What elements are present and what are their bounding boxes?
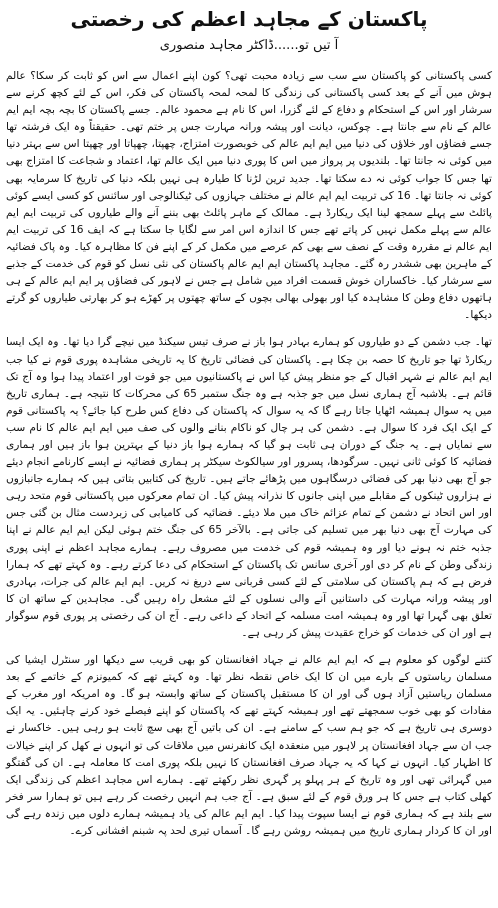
article-byline: آ تیں تو......ڈاکٹر مجاہد منصوری <box>159 38 339 53</box>
article-paragraph: کتنے لوگوں کو معلوم ہے کہ ایم ایم عالم نے جہاد افغانستان کو بھی قریب سے دیکھا اور سنٹرل ایشیا کی مسلمان ریاستوں کے بارے میں ان کا ایک خاص نقطہ نظر تھا۔ وہ کہتے تھے کہ کمیونزم کے خاتمے کے بعد مسلمان ریاستیں آزاد ہوں گی اور ان کا مستقبل پاکستان کے ساتھ وابستہ ہو گا۔ وہ امریکہ اور مغرب کے مفادات کو بھی خوب سمجھتے تھے اور ہمیشہ کہتے تھے کہ پاکستان کو اپنے فیصلے خود کرنے چاہئیں۔ یہ ایک دوسری ہی تاریخ ہے کہ جو ہم سب کے سامنے ہے۔ ان کی باتیں آج بھی سچ ثابت ہو رہی ہیں۔ خاکسار نے جب ان سے جہاد افغانستان پر لاہور میں منعقدہ ایک کانفرنس میں ملاقات کی تو انہوں نے کھل کر اپنے خیالات کا اظہار کیا۔ انہوں نے کہا کہ یہ جہاد صرف افغانستان کا نہیں بلکہ پوری امت کا معاملہ ہے۔ ان کی گفتگو میں گہرائی تھی اور وہ تاریخ کے ہر پہلو پر گہری نظر رکھتے تھے۔ ہمارے اس مجاہد اعظم کی زندگی ایک کھلی کتاب ہے جس کا ہر ورق قوم کے لئے سبق ہے۔ آج جب ہم انہیں رخصت کر رہے ہیں تو ہمارا سر فخر سے بلند ہے کہ ہماری قوم نے ایسا سپوت پیدا کیا۔ ایم ایم عالم کی یاد ہمیشہ ہمارے دلوں میں زندہ رہے گی اور ان کا کردار ہماری تاریخ میں ہمیشہ روشن رہے گا۔ آسماں تیری لحد پہ شبنم افشانی کرے۔ <box>6 654 492 838</box>
article-paragraph: کسی پاکستانی کو پاکستان سے سب سے زیادہ محبت تھی؟ کون اپنے اعمال سے اس کو ثابت کر سکا؟ عالم ہوش میں آنے کے بعد کسی پاکستانی کی زندگی کا لمحہ لمحہ پاکستان کی فکر، اس کے لئے کچھ کرنے سے سرشار اور اس کے استحکام و دفاع کے لئے گزرا، اس کا نام ہے محمود عالم۔ جسے پاکستان کا بچہ بچہ ایم ایم عالم کے نام سے جانتا ہے۔ چوکس، دیانت اور پیشہ ورانہ مہارت جس پر ختم تھی۔ حقیقتاً وہ ایک فرشتہ تھا جسے فضاؤں اور خلاؤں کی دنیا میں ایم ایم عالم کی خوبصورت امتزاج، چھپتا، چھپاتا اور چھپتا اس سے بہتر دنیا میں کوئی نہ جانتا تھا۔ بلندیوں پر پرواز میں اس کا پوری دنیا میں ایک عالم تھا، اعتماد و شجاعت کا امتزاج بھی تھا جس کا جواب کوئی نہ دے سکتا تھا۔ جدید ترین لڑنا کا طیارہ ہی نہیں بلکہ دنیا کی تاریخ کا سرمایہ بھی کوئی نہ جانتا تھا۔ 16 کی تربیت ایم ایم عالم نے مختلف جہازوں کی ٹیکنالوجی اور سائنس کو کسی ایسے کوئی پائلٹ سے پہلے سمجھ لینا ایک ریکارڈ ہے۔ ممالک کے ماہر پائلٹ بھی بننے آنے والے طیاروں کی تربیت ایم ایم عالم سے پہلے مکمل نہیں کر پاتے تھے جس کا اندازہ اس امر سے لگایا جا سکتا ہے کہ ایف 16 کی تربیت ایم ایم عالم نے مقررہ وقت کے نصف سے بھی کم عرصے میں مکمل کر کے اپنے فن کا مظاہرہ کیا۔ وہ پاک فضائیہ کے ماہرین بھی ششدر رہ گئے۔ مجاہد پاکستان ایم ایم عالم پاکستان کی نئی نسل کو قوم کی خدمت کے جذبے سے سرشار کیا۔ خاکساران خوش قسمت افراد میں شامل ہے جس نے لاہور کی فضاؤں پر ایم ایم عالم کے ہی ہاتھوں دفاع وطن کا مشاہدہ کیا اور بھولی بھالی بچوں کے ساتھ چھتوں پر کھڑے ہو کر بھارتی طیاروں کو گرتے دیکھا۔ <box>6 70 492 322</box>
article-body <box>6 68 492 840</box>
article-headline: پاکستان کے مجاہد اعظم کی رخصتی <box>70 7 428 31</box>
article-paragraph: تھا۔ جب دشمن کے دو طیاروں کو ہمارے بہادر ہوا باز نے صرف تیس سیکنڈ میں نیچے گرا دیا تھا۔ وہ ایک ایسا ریکارڈ تھا جو تاریخ کا حصہ بن چکا ہے۔ پاکستان کی فضائی تاریخ کا یہ تاریخی مشاہدہ پوری قوم نے کیا جب ایم ایم عالم نے شہر اقبال کے جو منظر پیش کیا اس نے پاکستانیوں میں جو قوت اور اعتماد پیدا ہوا وہ آج تک قائم ہے۔ بلاشبہ آج ہماری نسل میں جو جذبہ ہے وہ جنگ ستمبر 65 کی محرکات کا نتیجہ ہے۔ ہماری تاریخ میں یہ سوال ہمیشہ اٹھایا جاتا رہے گا کہ یہ سوال کہ پاکستان کی دفاع کس طرح کیا جائے؟ یہ پاکستانی قوم کے ایک ایک فرد کا سوال ہے۔ دشمن کی ہر چال کو ناکام بنانے والوں کی صف میں ایم ایم عالم کا نام سب سے نمایاں ہے۔ یہ جنگ کے دوران ہی ثابت ہو گیا کہ ہمارے ہوا باز دنیا کے بہترین ہوا باز ہیں اور ہماری فضائیہ کا کوئی ثانی نہیں۔ سرگودھا، پسرور اور سیالکوٹ سیکٹر پر ہماری فضائیہ نے ایسے کارنامے انجام دیئے جو آج بھی دنیا بھر کی فضائی درسگاہوں میں پڑھائے جاتے ہیں۔ تاریخ کی کتابیں بتاتی ہیں کہ ہمارے جانبازوں نے ہزاروں ٹینکوں کے مقابلے میں اپنی جانوں کا نذرانہ پیش کیا۔ ان تمام معرکوں میں پاکستانی قوم متحد رہی اور اس اتحاد نے دشمن کے تمام عزائم خاک میں ملا دیئے۔ فضائیہ کی کامیابی کی زبردست مثال بن گئی جس کی مہارت آج بھی دنیا بھر میں تسلیم کی جاتی ہے۔ بالآخر 65 کی جنگ ختم ہوئی لیکن ایم ایم عالم نے اپنا جذبہ ختم نہ ہونے دیا اور وہ ہمیشہ قوم کی خدمت میں مصروف رہے۔ ہمارے مجاہد اعظم نے اپنی پوری زندگی وطن کے نام کر دی اور آخری سانس تک پاکستان کے استحکام کی دعا کرتے رہے۔ وہ کہتے تھے کہ ہمارا فرض ہے کہ ہم پاکستان کی سلامتی کے لئے کسی قربانی سے دریغ نہ کریں۔ ایم ایم عالم کی جرات، بہادری اور پیشہ ورانہ مہارت کی داستانیں آنے والی نسلوں کے لئے مشعل راہ رہیں گی۔ مجاہدین کے ساتھ ان کا تعلق بھی گہرا تھا اور وہ ہمیشہ امت مسلمہ کے اتحاد کے داعی رہے۔ آج ان کی رخصتی پر پوری قوم سوگوار ہے اور ان کی خدمات کو خراج عقیدت پیش کر رہی ہے۔ <box>6 336 493 639</box>
